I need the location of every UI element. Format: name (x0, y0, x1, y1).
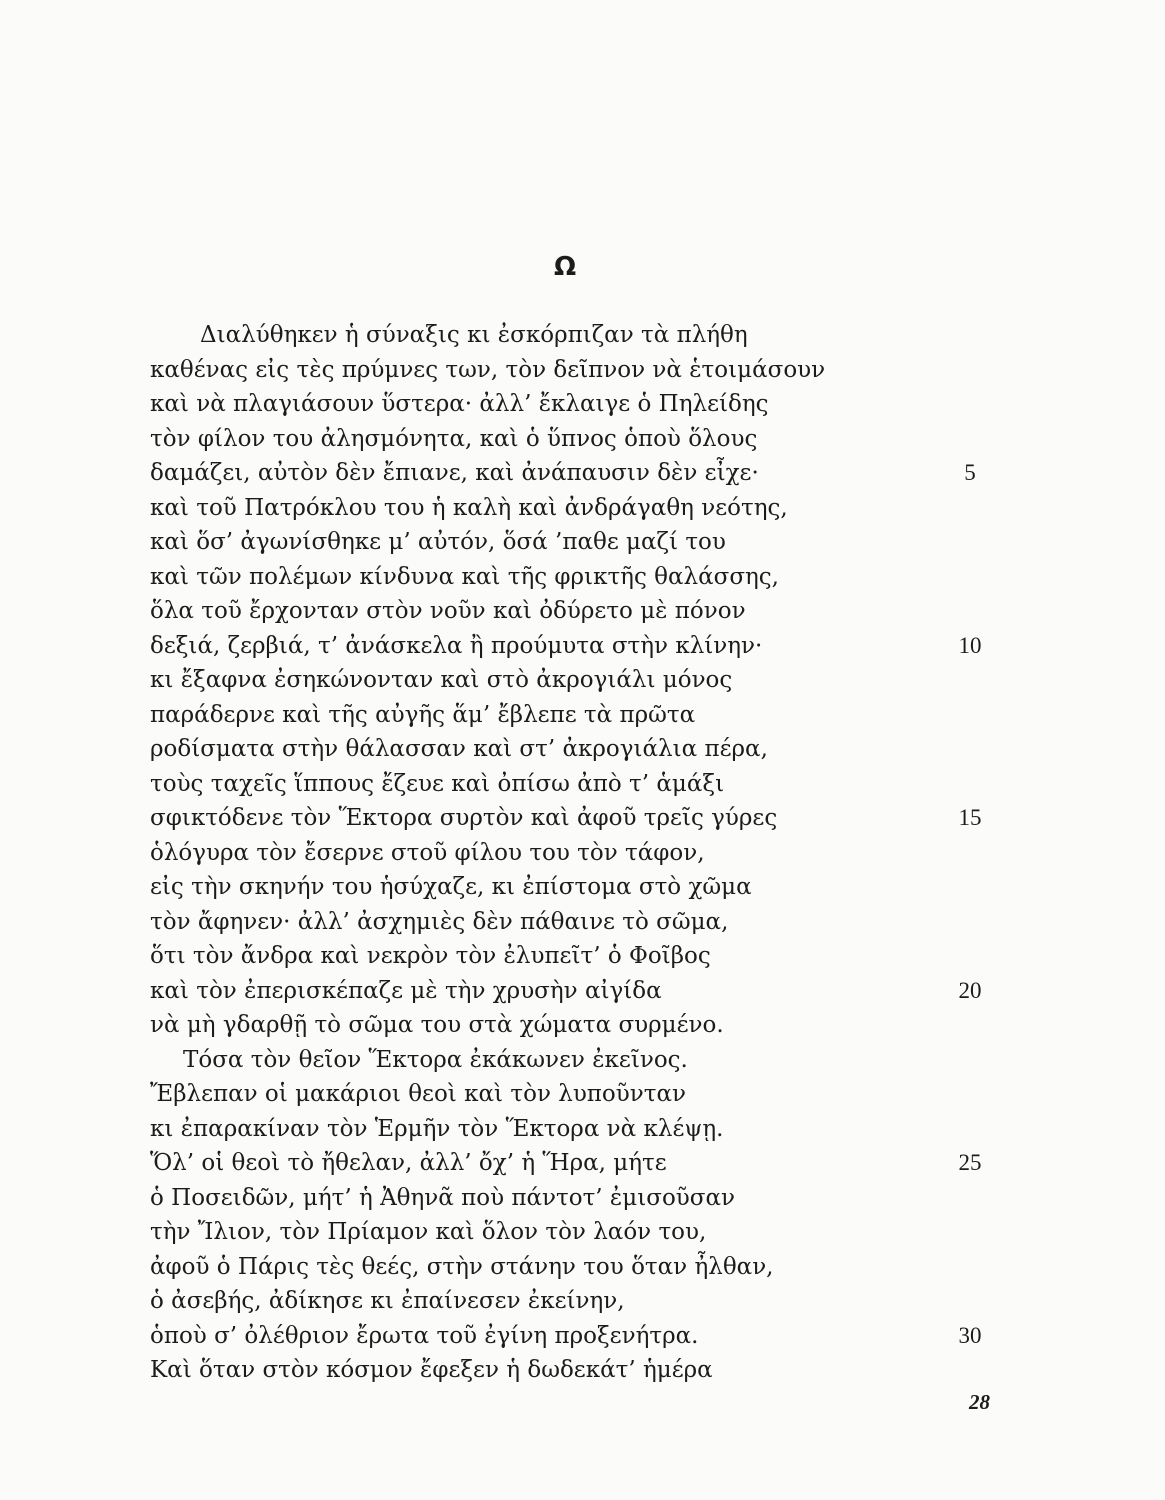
verse-line (0, 1112, 1165, 1147)
verse-line (0, 491, 1165, 526)
verse-line (0, 870, 1165, 905)
verse-line (0, 1353, 1165, 1388)
verse-text: καὶ τὸν ἐπερισκέπαζε μὲ τὴν χρυσὴν αἰγίδα (150, 977, 662, 1004)
verse-line (0, 836, 1165, 871)
verse-text: ὅλα τοῦ ἔρχονταν στὸν νοῦν καὶ ὀδύρετο μὲ πόνον (150, 598, 746, 624)
verse-line (0, 353, 1165, 388)
verse-line (0, 1043, 1165, 1078)
verse-text: δαμάζει, αὐτὸν δὲν ἔπιανε, καὶ ἀνάπαυσιν δὲν εἶχε· (150, 460, 759, 486)
verse-text: τὴν Ἴλιον, τὸν Πρίαμον καὶ ὅλον τὸν λαόν του, (150, 1219, 707, 1245)
book-heading: Ω (553, 252, 577, 282)
verse-text: Τόσα τὸν θεῖον Ἕκτορα ἐκάκωνεν ἐκεῖνος. (183, 1046, 688, 1073)
verse-text: ροδίσματα στὴν θάλασσαν καὶ στ’ ἀκρογιάλια πέρα, (150, 736, 768, 762)
verse-line (0, 1319, 1165, 1354)
verse-text: Διαλύθηκεν ἡ σύναξις κι ἐσκόρπιζαν τὰ πλήθη (200, 322, 748, 348)
verse-text: δεξιά, ζερβιά, τ’ ἀνάσκελα ἢ προύμυτα στὴν κλίνην· (150, 632, 763, 659)
verse-text: καὶ ὅσ’ ἀγωνίσθηκε μ’ αὐτόν, ὅσά ’παθε μαζί του (150, 529, 726, 555)
verse-text: τὸν φίλον του ἀλησμόνητα, καὶ ὁ ὕπνος ὁποὺ ὅλους (150, 425, 758, 452)
verse-line (0, 1146, 1165, 1181)
verse-text: εἰς τὴν σκηνήν του ἡσύχαζε, κι ἐπίστομα στὸ χῶμα (150, 874, 752, 900)
line-number: 20 (958, 977, 982, 1003)
verse-block (0, 318, 1165, 1388)
verse-text: Καὶ ὅταν στὸν κόσμον ἔφεξεν ἡ δωδεκάτ’ ἡμέρα (150, 1357, 713, 1383)
verse-line (0, 974, 1165, 1009)
verse-line (0, 318, 1165, 353)
verse-line (0, 1077, 1165, 1112)
verse-line (0, 1215, 1165, 1250)
verse-text: καὶ τοῦ Πατρόκλου του ἡ καλὴ καὶ ἀνδράγαθη νεότης, (150, 494, 788, 521)
line-number: 15 (958, 805, 982, 830)
verse-text: ἀφοῦ ὁ Πάρις τὲς θεές, στὴν στάνην του ὅταν ἦλθαν, (150, 1253, 774, 1280)
verse-line (0, 422, 1165, 457)
line-number: 25 (958, 1150, 982, 1175)
line-number: 30 (958, 1322, 982, 1348)
verse-line (0, 525, 1165, 560)
verse-text: καὶ νὰ πλαγιάσουν ὕστερα· ἀλλ’ ἔκλαιγε ὁ Πηλείδης (150, 391, 769, 417)
verse-text: Ἔβλεπαν οἱ μακάριοι θεοὶ καὶ τὸν λυποῦνταν (150, 1081, 686, 1107)
verse-line (0, 629, 1165, 664)
verse-line (0, 1284, 1165, 1319)
verse-line (0, 698, 1165, 733)
verse-line (0, 663, 1165, 698)
verse-line (0, 560, 1165, 595)
verse-line (0, 456, 1165, 491)
line-number: 5 (964, 460, 976, 485)
verse-line (0, 801, 1165, 836)
verse-line (0, 767, 1165, 802)
verse-line (0, 905, 1165, 940)
verse-text: σφικτόδενε τὸν Ἕκτορα συρτὸν καὶ ἀφοῦ τρεῖς γύρες (150, 805, 778, 831)
verse-text: ὅτι τὸν ἄνδρα καὶ νεκρὸν τὸν ἐλυπεῖτ’ ὁ Φοῖβος (150, 943, 711, 969)
verse-text: ὁ Ποσειδῶν, μήτ’ ἡ Ἀθηνᾶ ποὺ πάντοτ’ ἐμισοῦσαν (150, 1184, 735, 1211)
line-number: 10 (958, 632, 982, 658)
verse-text: τὸν ἄφηνεν· ἀλλ’ ἀσχημιὲς δὲν πάθαινε τὸ σῶμα, (150, 908, 729, 935)
verse-line (0, 594, 1165, 629)
verse-text: παράδερνε καὶ τῆς αὐγῆς ἅμ’ ἔβλεπε τὰ πρῶτα (150, 701, 696, 728)
verse-text: νὰ μὴ γδαρθῇ τὸ σῶμα του στὰ χώματα συρμένο. (150, 1012, 724, 1038)
verse-line (0, 1250, 1165, 1285)
verse-line (0, 1181, 1165, 1216)
verse-line (0, 1008, 1165, 1043)
verse-text: ὁποὺ σ’ ὀλέθριον ἔρωτα τοῦ ἐγίνη προξενήτρα. (150, 1322, 699, 1349)
verse-line (0, 387, 1165, 422)
verse-line (0, 939, 1165, 974)
verse-line (0, 732, 1165, 767)
verse-text: ὁ ἀσεβής, ἀδίκησε κι ἐπαίνεσεν ἐκείνην, (150, 1288, 625, 1314)
verse-text: κι ἐπαρακίναν τὸν Ἑρμῆν τὸν Ἕκτορα νὰ κλέψῃ. (150, 1115, 724, 1142)
verse-text: ὁλόγυρα τὸν ἔσερνε στοῦ φίλου του τὸν τάφον, (150, 839, 705, 866)
verse-text: κι ἔξαφνα ἐσηκώνονταν καὶ στὸ ἀκρογιάλι μόνος (150, 667, 733, 693)
verse-text: καὶ τῶν πολέμων κίνδυνα καὶ τῆς φρικτῆς θαλάσσης, (150, 563, 779, 590)
verse-text: Ὅλ’ οἱ θεοὶ τὸ ἤθελαν, ἀλλ’ ὄχ’ ἡ Ἥρα, μήτε (150, 1150, 667, 1176)
verse-text: τοὺς ταχεῖς ἵππους ἔζευε καὶ ὀπίσω ἀπὸ τ’ ἁμάξι (150, 770, 725, 797)
page-number: 28 (969, 1390, 990, 1414)
verse-text: καθένας εἰς τὲς πρύμνες των, τὸν δεῖπνον νὰ ἑτοιμάσουν (150, 356, 826, 383)
